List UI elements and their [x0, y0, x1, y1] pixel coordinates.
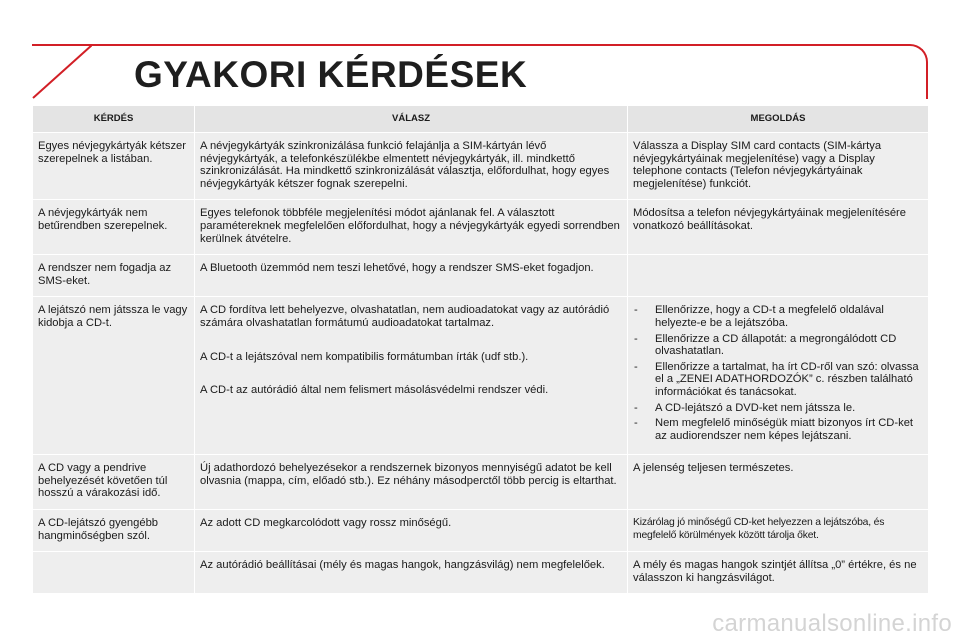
answer-cell [195, 133, 628, 200]
solution-cell [628, 255, 929, 297]
table-row [33, 552, 929, 594]
header-question: KÉRDÉS [33, 106, 195, 133]
table-row [33, 133, 929, 200]
question-cell: A rendszer nem fogadja az SMS-eket. [33, 255, 195, 297]
solution-item: - Ellenőrizze a CD állapotát: a megrongálódott CD olvashatatlan. [633, 333, 923, 358]
answer-cell [195, 200, 628, 255]
solution-cell: A mély és magas hangok szintjét állítsa „0” értékre, és ne válasszon ki hangzásvilágot. [628, 552, 929, 594]
answer-cell [195, 510, 628, 552]
answer-text: A névjegykártyák szinkronizálása funkció felajánlja a SIM-kártyán lévő névjegykártyák, a telefonkészülékbe elmentett névjegykártyák, ill. mindkettő szinkronizálását. Ha mindkettő szinkronizálását választja, előfordulhat, hogy egyes névjegykártyák kétszer fognak szerepelni. [200, 140, 610, 190]
answer-cell [195, 297, 628, 455]
answer-cell [195, 552, 628, 594]
header-solution: MEGOLDÁS [628, 106, 929, 133]
table-row [33, 200, 929, 255]
solution-item: - A CD-lejátszó a DVD-ket nem játssza le. [633, 402, 923, 415]
question-cell: A CD vagy a pendrive behelyezését követően túl hosszú a várakozási idő. [33, 455, 195, 510]
answer-text: A CD fordítva lett behelyezve, olvashatatlan, nem audioadatokat vagy az autórádió számára olvashatatlan formátumú audioadatokat tartalmaz. [200, 304, 610, 329]
solution-item: - Nem megfelelő minőségük miatt bizonyos írt CD-ket az audiorendszer nem képes lejátszani. [633, 417, 923, 442]
page-title: GYAKORI KÉRDÉSEK [134, 54, 528, 95]
solution-cell: Kizárólag jó minőségű CD-ket helyezzen a lejátszóba, és megfelelő körülmények között tárolja őket. [628, 510, 929, 552]
question-cell [33, 552, 195, 594]
question-cell: Egyes névjegykártyák kétszer szerepelnek a listában. [33, 133, 195, 200]
answer-cell [195, 455, 628, 510]
table-row [33, 455, 929, 510]
solution-list [633, 304, 923, 442]
answer-text: A Bluetooth üzemmód nem teszi lehetővé, hogy a rendszer SMS-eket fogadjon. [200, 262, 594, 275]
solution-cell [628, 297, 929, 455]
answer-text: Az autórádió beállításai (mély és magas hangok, hangzásvilág) nem megfelelőek. [200, 559, 605, 572]
answer-text: A CD-t az autórádió által nem felismert másolásvédelmi rendszer védi. [200, 384, 549, 397]
faq-table [32, 105, 929, 594]
answer-text: Az adott CD megkarcolódott vagy rossz minőségű. [200, 517, 452, 530]
solution-item: - Ellenőrizze, hogy a CD-t a megfelelő oldalával helyezte-e be a lejátszóba. [633, 304, 923, 329]
table-row [33, 297, 929, 455]
answer-cell [195, 255, 628, 297]
table-header-row [33, 106, 929, 133]
table-row [33, 510, 929, 552]
answer-text: A CD-t a lejátszóval nem kompatibilis formátumban írták (udf stb.). [200, 350, 529, 363]
question-cell: A lejátszó nem játssza le vagy kidobja a CD-t. [33, 297, 195, 455]
header-answer: VÁLASZ [195, 106, 628, 133]
solution-cell: Módosítsa a telefon névjegykártyáinak megjelenítésére vonatkozó beállításokat. [628, 200, 929, 255]
watermark-text: carmanualsonline.info [712, 610, 952, 637]
question-cell: A CD-lejátszó gyengébb hangminőségben szól. [33, 510, 195, 552]
answer-text: Egyes telefonok többféle megjelenítési módot ajánlanak fel. A választott paramétereknek megfelelően előfordulhat, hogy a névjegykártyák egyedi sorrendben kerülnek átvételre. [200, 207, 620, 245]
solution-cell: A jelenség teljesen természetes. [628, 455, 929, 510]
solution-item: - Ellenőrizze a tartalmat, ha írt CD-ről van szó: olvassa el a „ZENEI ADATHORDOZÓK” c. részben található információkat és tanácsokat. [633, 361, 923, 399]
question-cell: A névjegykártyák nem betűrendben szerepelnek. [33, 200, 195, 255]
solution-cell: Válassza a Display SIM card contacts (SIM-kártya névjegykártyáinak megjelenítése) vagy a Display telephone contacts (Telefon névjegykártyáinak megjelenítése) funkciót. [628, 133, 929, 200]
answer-text: Új adathordozó behelyezésekor a rendszernek bizonyos mennyiségű adatot be kell olvasnia (mappa, cím, előadó stb.). Ez néhány másodperctől több percig is eltarthat. [200, 462, 617, 487]
title-frame-diagonal [32, 44, 92, 99]
table-row [33, 255, 929, 297]
